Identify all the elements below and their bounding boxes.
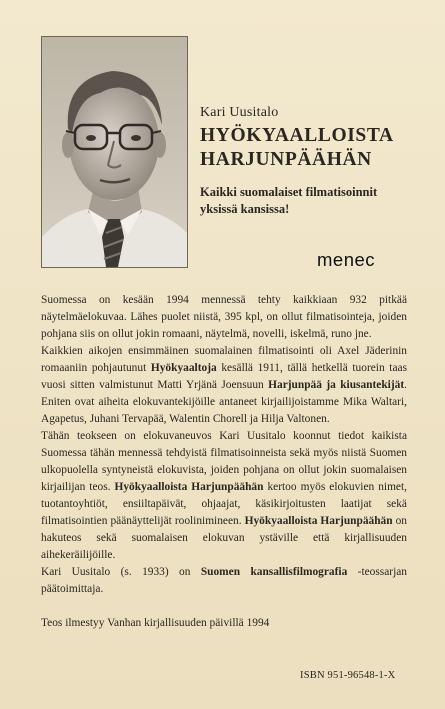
blurb-text	[41, 292, 407, 632]
text-span: kertoo myös elokuvien nimet, tuotantoyhtiöt, ensiiltapäivät, ohjaajat, käsikirjoitusten laatijat sekä filmatisointien päänäyttelijät roolinimineen.	[41, 481, 407, 527]
book-subtitle-line-2: yksissä kansissa!	[200, 202, 290, 216]
emphasis-title: Suomen kansallisfilmografia	[200, 566, 348, 578]
blurb-paragraph-2	[41, 343, 407, 428]
author-photo	[41, 36, 188, 268]
book-title-line-2: HARJUNPÄÄHÄN	[200, 149, 372, 170]
text-span: Tähän teokseen on elokuvaneuvos Kari Uusitalo koonnut tiedot kaikista Suomessa tähän mennessä tehdyistä filmatisoinneista sekä myös niistä Suomen ulkopuolella syntyneistä elokuvista, joiden pohjana on ollut jokin suomalaisen kirjailijan teos.	[41, 430, 407, 493]
book-subtitle-line-1: Kaikki suomalaiset filmatisoinnit	[200, 185, 378, 199]
text-span: Kari Uusitalo (s. 1933) on	[41, 566, 201, 578]
blurb-paragraph-4	[41, 564, 407, 598]
seller-stamp: menec	[317, 249, 376, 270]
paragraph-gap	[41, 598, 407, 615]
blurb-paragraph-1: Suomessa on kesään 1994 mennessä tehty kaikkiaan 932 pitkää näytelmäelokuvaa. Lähes puolet niistä, 395 kpl, on ollut filmatisointeja, joiden pohjana siis on ollut jokin romaani, näytelmä, novelli, iskelmä, runo jne.	[41, 294, 407, 340]
emphasis-title: Hyökyaalloista Harjunpäähän	[244, 515, 393, 527]
text-span: on hakuteos sekä suomalaisen elokuvan ystäville että kirjallisuuden aihekeräilijöille.	[41, 515, 407, 561]
text-span: kesällä 1911, tällä hetkellä tuorein taas vuosi sitten valmistunut Matti Yrjänä Joensuun	[41, 362, 407, 391]
author-portrait-image	[42, 37, 187, 267]
blurb-paragraph-3	[41, 428, 407, 564]
book-title	[200, 124, 394, 172]
emphasis-title: Hyökyaalloista Harjunpäähän	[114, 481, 264, 493]
author-name: Kari Uusitalo	[200, 105, 279, 120]
text-span: -teossarjan päätoimittaja.	[41, 566, 408, 595]
emphasis-title: Harjunpää ja kiusantekijät	[268, 379, 405, 391]
emphasis-title: Hyökyaaltoja	[150, 362, 217, 374]
blurb-paragraph-5: Teos ilmestyy Vanhan kirjallisuuden päivillä 1994	[41, 617, 270, 629]
book-subtitle	[200, 184, 377, 218]
isbn-number: ISBN 951-96548-1-X	[300, 670, 396, 681]
book-title-line-1: HYÖKYAALLOISTA	[200, 125, 394, 146]
text-span: Kaikkien aikojen ensimmäinen suomalainen filmatisointi oli Axel Jäderinin romaaniin pohjautunut	[41, 345, 407, 374]
text-span: . Eniten ovat aiheita elokuvantekijöille antaneet kirjailijoistamme Mika Waltari, Agapetus, Juhani Tervapää, Walentin Chorell ja Hilja Valtonen.	[41, 379, 407, 425]
